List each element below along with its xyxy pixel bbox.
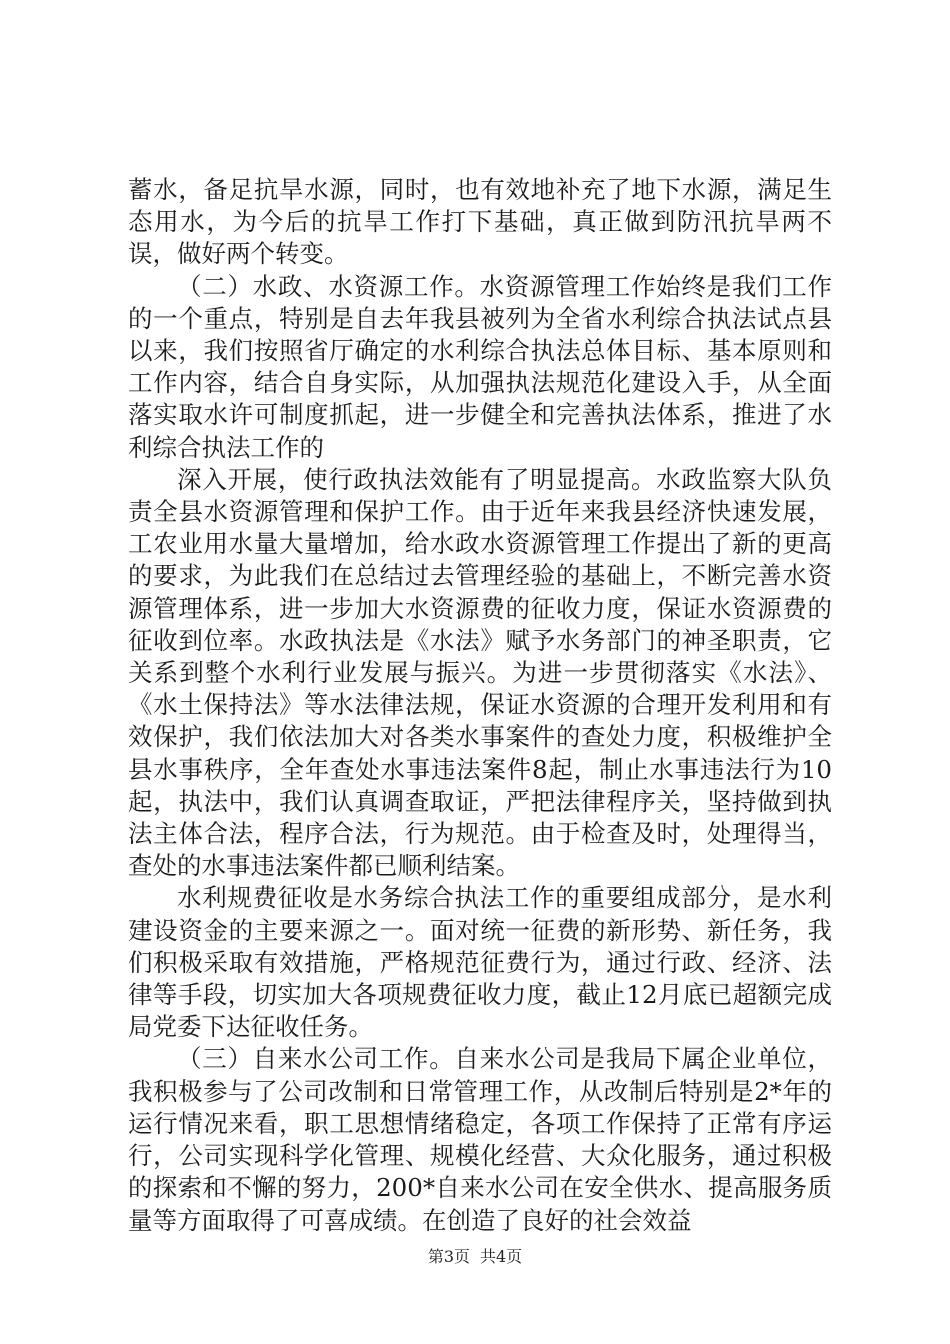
paragraph-3: 深入开展，使行政执法效能有了明显提高。水政监察大队负责全县水资源管理和保护工作。由于近年来我县经济快速发展，工农业用水量大量增加，给水政水资源管理工作提出了新的更高的要求，为此我们在总结过去管理经验的基础上，不断完善水资源管理体系，进一步加大水资源费的征收力度，保证水资源费的征收到位率。水政执法是《水法》赋予水务部门的神圣职责，它关系到整个水利行业发展与振兴。为进一步贯彻落实《水法》、《水土保持法》等水法律法规，保证水资源的合理开发利用和有效保护，我们依法加大对各类水事案件的查处力度，积极维护全县水事秩序，全年查处水事违法案件8起，制止水事违法行为10起，执法中，我们认真调查取证，严把法律程序关，坚持做到执法主体合法，程序合法，行为规范。由于检查及时，处理得当，查处的水事违法案件都已顺利结案。: [128, 464, 832, 881]
document-body: [128, 174, 832, 1237]
paragraph-4: 水利规费征收是水务综合执法工作的重要组成部分，是水利建设资金的主要来源之一。面对统一征费的新形势、新任务，我们积极采取有效措施，严格规范征费行为，通过行政、经济、法律等手段，切实加大各项规费征收力度，截止12月底已超额完成局党委下达征收任务。: [128, 883, 832, 1042]
paragraph-1: 蓄水，备足抗旱水源，同时，也有效地补充了地下水源，满足生态用水，为今后的抗旱工作打下基础，真正做到防汛抗旱两不误，做好两个转变。: [128, 175, 832, 269]
paragraph-2: （二）水政、水资源工作。水资源管理工作始终是我们工作的一个重点，特别是自去年我县被列为全省水利综合执法试点县以来，我们按照省厅确定的水利综合执法总体目标、基本原则和工作内容，结合自身实际，从加强执法规范化建设入手，从全面落实取水许可制度抓起，进一步健全和完善执法体系，推进了水利综合执法工作的: [128, 271, 832, 462]
page-footer: [0, 1247, 950, 1267]
page-total: 共4页: [480, 1247, 523, 1266]
paragraph-5: （三）自来水公司工作。自来水公司是我局下属企业单位，我积极参与了公司改制和日常管理工作，从改制后特别是2*年的运行情况来看，职工思想情绪稳定，各项工作保持了正常有序运行，公司实现科学化管理、规模化经营、大众化服务，通过积极的探索和不懈的努力，200*自来水公司在安全供水、提高服务质量等方面取得了可喜成绩。在创造了良好的社会效益: [128, 1044, 832, 1235]
page-number: 第3页: [427, 1247, 470, 1266]
